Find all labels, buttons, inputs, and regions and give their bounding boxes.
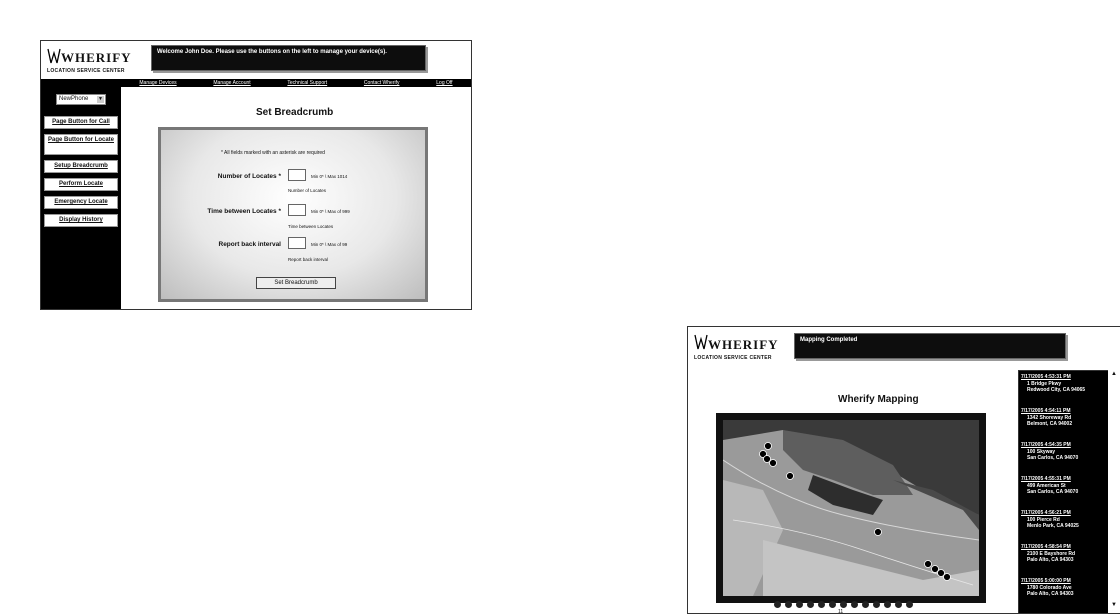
list-item[interactable] — [1021, 510, 1079, 530]
location-street: 2100 E Bayshore Rd — [1027, 550, 1076, 557]
pager-dot[interactable] — [873, 601, 880, 608]
header — [41, 41, 471, 79]
location-timestamp[interactable]: 7/17/2005 4:58:54 PM — [1021, 544, 1071, 550]
list-item[interactable] — [1021, 408, 1072, 428]
nav-technical-support[interactable]: Technical Support — [287, 80, 328, 86]
report-back-interval-input[interactable] — [288, 237, 306, 249]
pager-dot[interactable] — [906, 601, 913, 608]
screenshot-set-breadcrumb — [40, 40, 472, 310]
location-city: Belmont, CA 94002 — [1027, 421, 1073, 427]
sidebar-top — [41, 79, 121, 87]
pager-dot[interactable] — [884, 601, 891, 608]
number-of-locates-sublabel: Number of Locates — [288, 188, 327, 193]
report-back-interval-hint: Min 0* \ Max of 99 — [311, 242, 348, 247]
brand-subtitle: LOCATION SERVICE CENTER — [47, 68, 125, 74]
set-breadcrumb-button[interactable]: Set Breadcrumb — [256, 277, 336, 289]
time-between-locates-label: Time between Locates * — [207, 208, 281, 215]
location-street: 100 Skyway — [1027, 448, 1056, 455]
list-item[interactable] — [1021, 374, 1085, 394]
page-title: Wherify Mapping — [838, 394, 919, 405]
location-city: Palo Alto, CA 94303 — [1027, 557, 1074, 563]
number-of-locates-label: Number of Locates * — [217, 173, 281, 180]
emergency-locate-button[interactable]: Emergency Locate — [44, 196, 118, 209]
brand-subtitle: LOCATION SERVICE CENTER — [694, 355, 772, 361]
nav-log-off[interactable]: Log Off — [436, 80, 453, 86]
map-pager — [774, 601, 913, 608]
nav-manage-devices[interactable]: Manage Devices — [139, 80, 177, 86]
pager-dot[interactable] — [796, 601, 803, 608]
page-number: 11 — [838, 609, 844, 614]
pager-dot[interactable] — [785, 601, 792, 608]
required-note: * All fields marked with an asterisk are required — [221, 150, 325, 156]
time-between-locates-hint: Min 0* \ Max of 999 — [311, 209, 350, 214]
pager-dot[interactable] — [851, 601, 858, 608]
list-scrollbar[interactable] — [1108, 370, 1120, 613]
pager-dot[interactable] — [840, 601, 847, 608]
scroll-up-icon[interactable]: ▲ — [1111, 371, 1117, 377]
brand-name: WHERIFY — [61, 50, 132, 65]
wherify-logo-icon — [694, 333, 708, 351]
breadcrumb-form — [158, 127, 428, 302]
map-image — [723, 420, 979, 596]
pager-dot[interactable] — [862, 601, 869, 608]
location-timestamp[interactable]: 7/17/2005 4:55:31 PM — [1021, 476, 1071, 482]
page-title: Set Breadcrumb — [256, 107, 334, 118]
list-item[interactable] — [1021, 578, 1074, 598]
report-back-interval-sublabel: Report back interval — [288, 257, 329, 262]
wherify-logo-icon — [47, 47, 61, 65]
satellite-map[interactable] — [723, 420, 979, 596]
screenshot-wherify-mapping — [687, 326, 1120, 614]
location-street: 1780 Colorado Ave — [1027, 584, 1072, 591]
list-item[interactable] — [1021, 442, 1078, 462]
location-city: San Carlos, CA 94070 — [1027, 489, 1079, 495]
pager-dot[interactable] — [829, 601, 836, 608]
list-item[interactable] — [1021, 476, 1078, 496]
pager-dot[interactable] — [818, 601, 825, 608]
location-city: Redwood City, CA 94065 — [1027, 387, 1086, 393]
number-of-locates-hint: Min 0* \ Max 1014 — [311, 174, 348, 179]
device-select-value: NewPhone — [59, 96, 89, 102]
nav-manage-account[interactable]: Manage Account — [213, 80, 251, 86]
location-street: 100 Pierce Rd — [1027, 516, 1060, 523]
map-frame — [716, 413, 986, 603]
setup-breadcrumb-button[interactable]: Setup Breadcrumb — [44, 160, 118, 173]
location-timestamp[interactable]: 7/17/2005 5:00:00 PM — [1021, 578, 1071, 584]
location-street: 1342 Shoreway Rd — [1027, 414, 1072, 421]
display-history-button[interactable]: Display History — [44, 214, 118, 227]
scroll-down-icon[interactable]: ▼ — [1111, 602, 1117, 608]
location-city: Palo Alto, CA 94303 — [1027, 591, 1074, 597]
chevron-down-icon: ▼ — [98, 96, 103, 102]
brand-name: WHERIFY — [708, 337, 779, 352]
location-timestamp[interactable]: 7/17/2005 4:54:11 PM — [1021, 408, 1071, 414]
page-button-for-locate[interactable]: Page Button for Locate — [44, 134, 118, 155]
list-item[interactable] — [1021, 544, 1075, 564]
location-timestamp[interactable]: 7/17/2005 4:53:31 PM — [1021, 374, 1071, 380]
location-timestamp[interactable]: 7/17/2005 4:54:35 PM — [1021, 442, 1071, 448]
status-message: Mapping Completed — [794, 333, 1066, 359]
welcome-message: Welcome John Doe. Please use the buttons on the left to manage your device(s). — [151, 45, 426, 71]
report-back-interval-label: Report back interval — [218, 241, 281, 248]
pager-dot[interactable] — [895, 601, 902, 608]
perform-locate-button[interactable]: Perform Locate — [44, 178, 118, 191]
number-of-locates-input[interactable] — [288, 169, 306, 181]
location-city: San Carlos, CA 94070 — [1027, 455, 1079, 461]
top-nav — [121, 79, 471, 87]
nav-contact-wherify[interactable]: Contact Wherify — [363, 80, 400, 86]
location-history-list — [1018, 370, 1110, 614]
time-between-locates-sublabel: Time between Locates — [288, 224, 334, 229]
location-timestamp[interactable]: 7/17/2005 4:56:21 PM — [1021, 510, 1071, 516]
location-city: Menlo Park, CA 94025 — [1027, 523, 1079, 529]
page-button-for-call[interactable]: Page Button for Call — [44, 116, 118, 129]
location-street: 499 American St — [1027, 482, 1066, 489]
time-between-locates-input[interactable] — [288, 204, 306, 216]
location-street: 1 Bridge Pkwy — [1027, 380, 1062, 387]
pager-dot[interactable] — [774, 601, 781, 608]
pager-dot[interactable] — [807, 601, 814, 608]
device-select[interactable] — [56, 94, 106, 105]
